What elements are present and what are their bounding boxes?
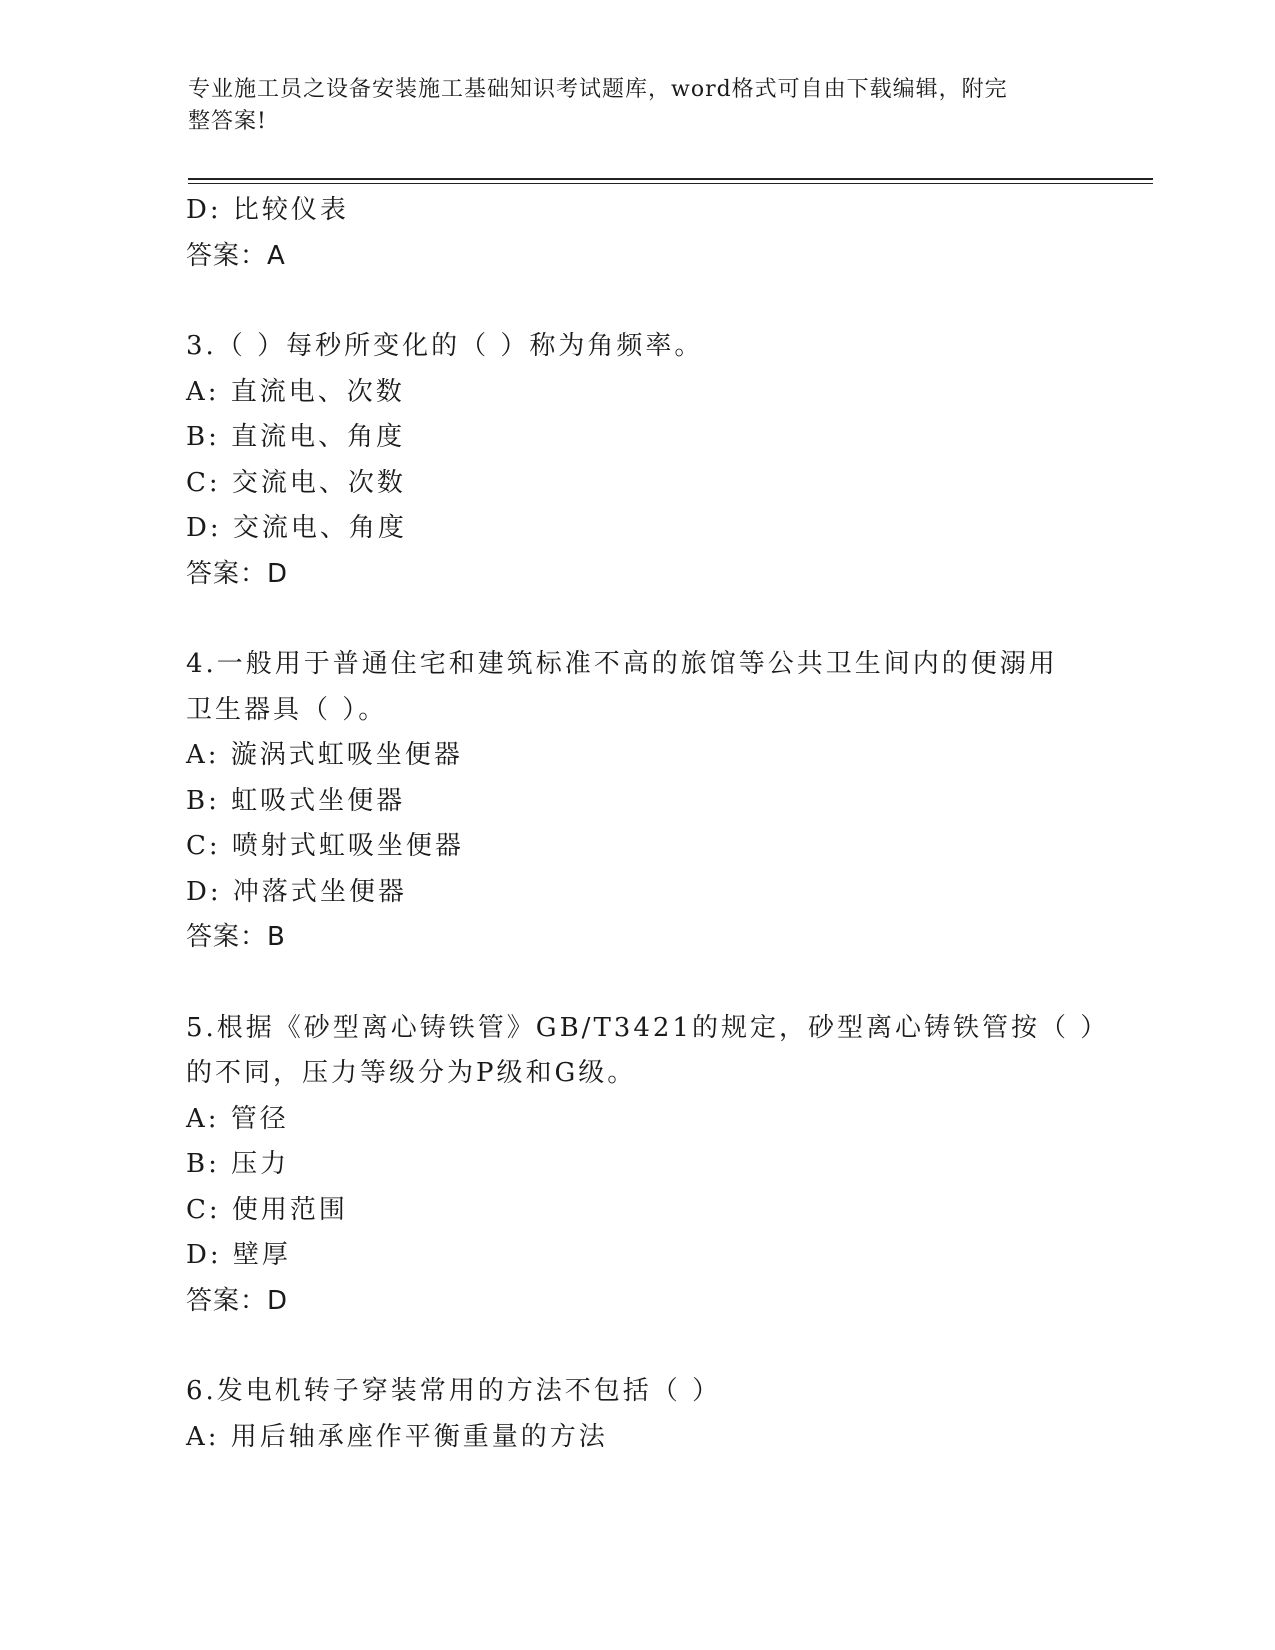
question-4: [186, 642, 1086, 961]
header-line-2: 整答案!: [188, 109, 267, 134]
question-stem-line-2: 的不同，压力等级分为P级和G级。: [186, 1058, 637, 1088]
header-line-1: 专业施工员之设备安装施工基础知识考试题库，word格式可自由下载编辑，附完: [188, 77, 1008, 102]
option-b: B: 虹吸式坐便器: [186, 785, 406, 816]
question-stem: 3.（ ）每秒所变化的（ ）称为角频率。: [186, 331, 704, 361]
option-d: D: 交流电、角度: [186, 513, 407, 543]
option-c: C: 喷射式虹吸坐便器: [186, 831, 464, 861]
question-2-tail: [186, 188, 1086, 279]
document-header: [188, 74, 1068, 138]
question-stem: 6.发电机转子穿装常用的方法不包括（ ）: [186, 1376, 722, 1406]
option-a: A: 直流电、次数: [186, 376, 405, 407]
option-c: C: 交流电、次数: [186, 467, 406, 498]
option-d: D: 比较仪表: [186, 195, 349, 225]
header-divider-thick: [188, 178, 1153, 180]
question-stem-line-1: 5.根据《砂型离心铸铁管》GB/T3421的规定，砂型离心铸铁管按（ ）: [186, 1012, 1110, 1043]
option-b: B: 直流电、角度: [186, 422, 406, 452]
answer: 答案：B: [186, 922, 286, 952]
option-a: A: 用后轴承座作平衡重量的方法: [186, 1421, 608, 1452]
option-d: D: 壁厚: [186, 1240, 291, 1270]
question-3: [186, 324, 1086, 597]
option-a: A: 管径: [186, 1103, 289, 1134]
question-stem-line-2: 卫生器具（ ）。: [186, 694, 388, 725]
header-divider-thin: [188, 183, 1153, 184]
question-6: [186, 1369, 1086, 1460]
answer: 答案：D: [186, 1285, 289, 1316]
question-stem-line-1: 4.一般用于普通住宅和建筑标准不高的旅馆等公共卫生间内的便溺用: [186, 649, 1058, 679]
option-d: D: 冲落式坐便器: [186, 876, 407, 907]
question-list: [186, 188, 1110, 1460]
option-a: A: 漩涡式虹吸坐便器: [186, 740, 463, 770]
option-c: C: 使用范围: [186, 1194, 348, 1225]
question-5: [186, 1006, 1110, 1325]
answer: 答案：D: [186, 558, 289, 589]
answer: 答案：A: [186, 240, 286, 271]
option-b: B: 压力: [186, 1149, 290, 1179]
